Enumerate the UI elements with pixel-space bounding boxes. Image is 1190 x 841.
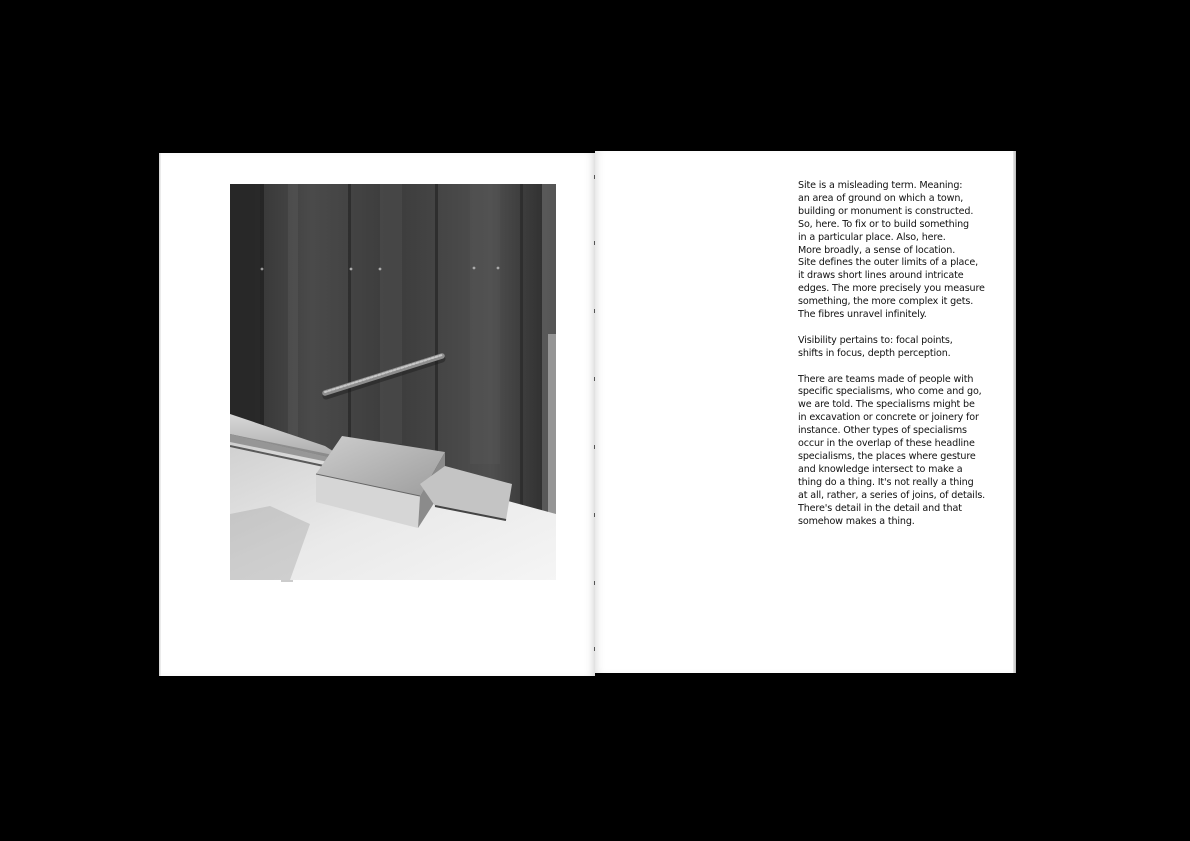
print-mark (281, 580, 293, 582)
left-page-edge (159, 153, 161, 676)
paragraph-site: Site is a misleading term. Meaning: an area of ground on which a town, building or monument is constructed. So, here. To fix or to build something in a particular place. Also, here. More broadly, a sense of location. Site defines the outer limits of a place, it draws short lines around intricate edges. The more precisely you measure something, the more complex it gets. The fibres unravel infinitely. (798, 180, 985, 321)
photograph-image (230, 184, 556, 580)
right-page (595, 151, 1016, 673)
right-page-edge (1013, 151, 1016, 673)
paragraph-visibility: Visibility pertains to: focal points, shifts in focus, depth perception. (798, 334, 953, 359)
left-page (159, 153, 595, 676)
open-book (159, 151, 1016, 677)
photograph (230, 184, 556, 580)
body-text-column (798, 180, 998, 541)
paragraph-specialisms: There are teams made of people with specific specialisms, who come and go, we are told. The specialisms might be in excavation or concrete or joinery for instance. Other types of specialisms occur in the overlap of these headline specialisms, the places where gesture and knowledge intersect to make a thing do a thing. It's not really a thing at all, rather, a series of joins, of details. There's detail in the detail and that somehow makes a thing. (798, 373, 986, 527)
